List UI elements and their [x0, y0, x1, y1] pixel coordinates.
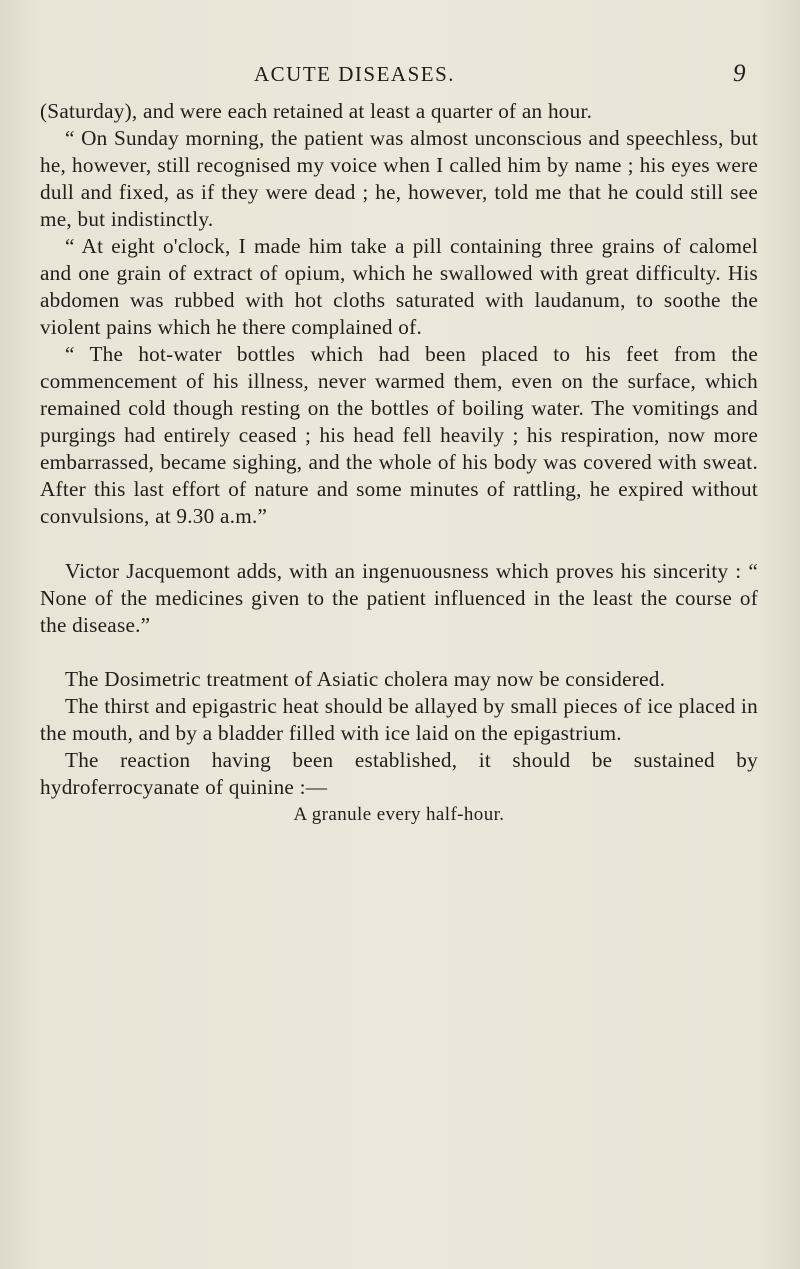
paragraph-jacquemont: Victor Jacquemont adds, with an ingenuousness which proves his sincerity : “ None of the medicines given to the patient influenced in the least the course of the disease.” — [40, 559, 758, 637]
page-number: 9 — [733, 60, 746, 87]
paragraph-dosimetric: The Dosimetric treatment of Asiatic cholera may now be considered. — [65, 667, 666, 691]
running-head — [0, 60, 800, 88]
paragraph-eight-oclock: “ At eight o'clock, I made him take a pill containing three grains of calomel and one grain of extract of opium, which he swallowed with great difficulty. His abdomen was rubbed with hot cloths saturated with laudanum, to soothe the violent pains which he there complained of. — [40, 234, 758, 339]
paragraph-continuation: (Saturday), and were each retained at least a quarter of an hour. — [40, 99, 593, 123]
paragraph-reaction: The reaction having been established, it should be sustained by hydroferrocyanate of quinine :— — [40, 748, 758, 799]
body-text — [40, 98, 758, 828]
dosage-line: A granule every half-hour. — [293, 804, 505, 825]
paragraph-thirst: The thirst and epigastric heat should be allayed by small pieces of ice placed in the mouth, and by a bladder filled with ice laid on the epigastrium. — [40, 694, 758, 745]
paragraph-sunday-morning: “ On Sunday morning, the patient was almost unconscious and speechless, but he, however, still recognised my voice when I called him by name ; his eyes were dull and fixed, as if they were dead ; he, however, told me that he could still see me, but indistinctly. — [40, 126, 758, 231]
running-title: ACUTE DISEASES. — [254, 62, 456, 86]
paragraph-hot-water-bottles: “ The hot-water bottles which had been placed to his feet from the commencement of his illness, never warmed them, even on the surface, which remained cold though resting on the bottles of boiling water. The vomitings and purgings had entirely ceased ; his head fell heavily ; his respiration, now more embarrassed, became sighing, and the whole of his body was covered with sweat. After this last effort of nature and some minutes of rattling, he expired without convulsions, at 9.30 a.m.” — [40, 342, 758, 528]
